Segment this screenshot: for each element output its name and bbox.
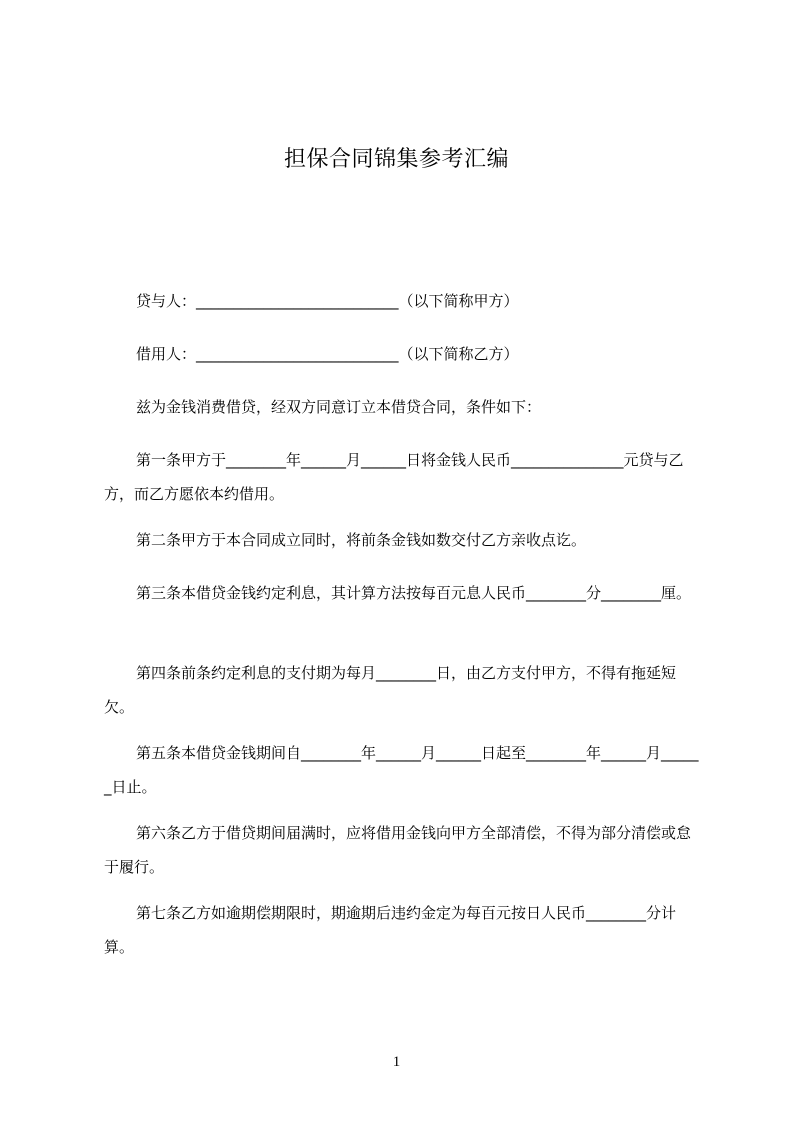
- clause-4: 第四条前条约定利息的支付期为每月________日，由乙方支付甲方，不得有拖延短欠。: [104, 664, 677, 716]
- clause-2: 第二条甲方于本合同成立同时，将前条金钱如数交付乙方亲收点讫。: [136, 531, 587, 549]
- clause-7: 第七条乙方如逾期偿期限时，期逾期后违约金定为每百元按日人民币________分计算。: [104, 904, 677, 956]
- lender-line: 贷与人：___________________________（以下简称甲方）: [136, 292, 519, 310]
- document-title: 担保合同锦集参考汇编: [283, 147, 509, 172]
- clause-5: 第五条本借贷金钱期间自________年______月______日起至________年______月______日止。: [104, 744, 699, 796]
- preamble-paragraph: 兹为金钱消费借贷，经双方同意订立本借贷合同，条件如下：: [136, 398, 542, 416]
- borrower-line: 借用人：___________________________（以下简称乙方）: [136, 345, 519, 363]
- page-number: 1: [392, 1054, 401, 1070]
- clause-3: 第三条本借贷金钱约定利息，其计算方法按每百元息人民币________分________厘。: [136, 584, 692, 602]
- clause-1: 第一条甲方于________年______月______日将金钱人民币_______________元贷与乙方，而乙方愿依本约借用。: [104, 451, 684, 503]
- clause-6: 第六条乙方于借贷期间届满时，应将借用金钱向甲方全部清偿，不得为部分清偿或怠于履行。: [104, 824, 692, 876]
